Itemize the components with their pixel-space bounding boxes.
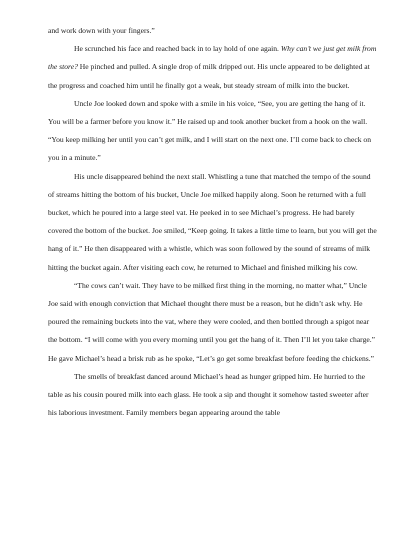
paragraph — [48, 168, 378, 277]
paragraph — [48, 40, 378, 95]
text-run: The smells of breakfast danced around Michael’s head as hunger gripped him. He hurried to the table as his cousin poured milk into each glass. He took a sip and thought it somehow tasted sweeter after his laborious investment. Family members began appearing around the table — [48, 371, 369, 418]
paragraph — [48, 277, 378, 368]
text-run: His uncle disappeared behind the next stall. Whistling a tune that matched the tempo of the sound of streams hitting the bottom of his bucket, Uncle Joe milked happily along. Soon he returned with a full bucket, which he poured into a large steel vat. He peeked in to see Michael’s progress. He had barely covered the bottom of the bucket. Joe smiled, “Keep going. It takes a little time to learn, but you will get the hang of it.” He then disappeared with a whistle, which was soon followed by the sound of streams of milk hitting the bucket again. After visiting each cow, he returned to Michael and finished milking his cow. — [48, 171, 377, 272]
body-text — [48, 22, 378, 422]
text-run: He scrunched his face and reached back in to lay hold of one again. — [74, 44, 281, 54]
text-run: “The cows can’t wait. They have to be milked first thing in the morning, no matter what,” Uncle Joe said with enough conviction that Michael thought there must be a reason, but he didn’t ask why. He poured the remaining buckets into the vat, where they were cooled, and then bottled through a spigot near the bottom. “I will come with you every morning until you get the hang of it. Then I’ll let you take charge.” He gave Michael’s head a brisk rub as he spoke, “Let’s go get some breakfast before feeding the chickens.” — [48, 280, 376, 363]
text-run: Uncle Joe looked down and spoke with a smile in his voice, “See, you are getting the hang of it. You will be a farmer before you know it.” He raised up and took another bucket from a hook on the wall. “You keep milking her until you can’t get milk, and I will start on the next one. I’ll come back to check on you in a minute.” — [48, 98, 372, 163]
paragraph — [48, 95, 378, 168]
paragraph — [48, 368, 378, 423]
text-run: and work down with your fingers.” — [48, 26, 155, 35]
paragraph — [48, 22, 378, 40]
italic-text: Why can’t we just get milk from the store? — [48, 44, 377, 72]
text-run: He pinched and pulled. A single drop of milk dripped out. His uncle appeared to be delighted at the progress and coached him until he finally got a weak, but steady stream of milk into the bucket. — [48, 62, 370, 90]
